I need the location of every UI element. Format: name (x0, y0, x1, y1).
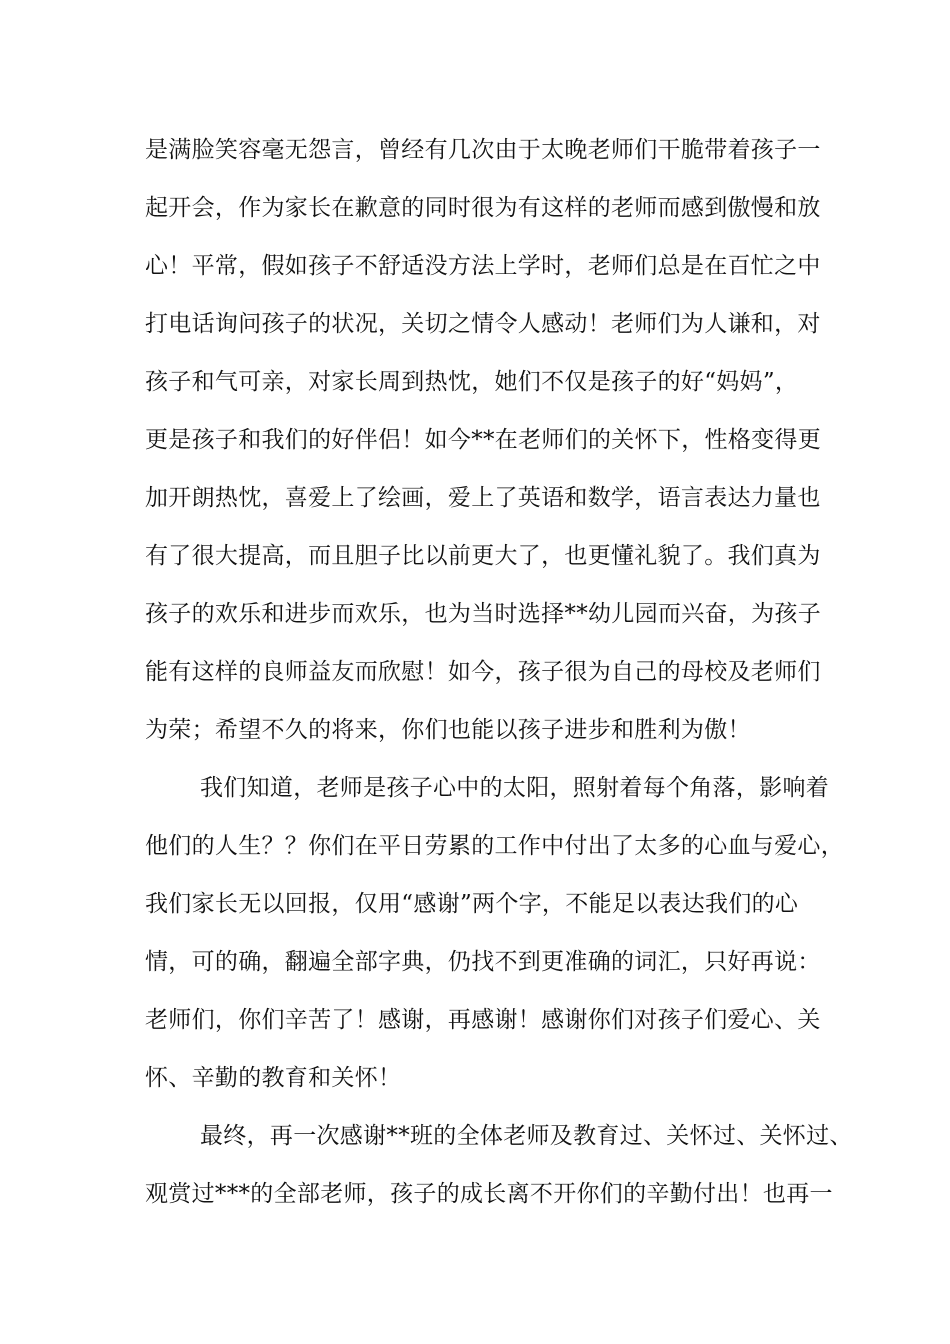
text-line: 他们的人生？？你们在平日劳累的工作中付出了太多的心血与爱心， (145, 833, 844, 859)
text-line: 老师们，你们辛苦了！感谢，再感谢！感谢你们对孩子们爱心、关 (145, 1007, 821, 1033)
text-line: 打电话询问孩子的状况，关切之情令人感动！老师们为人谦和，对 (145, 311, 821, 337)
text-line: 是满脸笑容毫无怨言，曾经有几次由于太晚老师们干脆带着孩子一 (145, 137, 821, 163)
text-line: 怀、辛勤的教育和关怀！ (145, 1065, 402, 1091)
text-line: 我们家长无以回报，仅用“感谢”两个字，不能足以表达我们的心 (145, 891, 799, 917)
text-line: 为荣；希望不久的将来，你们也能以孩子进步和胜利为傲！ (145, 717, 751, 743)
text-line: 加开朗热忱，喜爱上了绘画，爱上了英语和数学，语言表达力量也 (145, 485, 821, 511)
text-line: 孩子和气可亲，对家长周到热忱，她们不仅是孩子的好“妈妈”， (145, 369, 799, 395)
text-line: 观赏过***的全部老师，孩子的成长离不开你们的辛勤付出！也再一 (145, 1181, 833, 1207)
text-line: 有了很大提高，而且胆子比以前更大了，也更懂礼貌了。我们真为 (145, 543, 821, 569)
text-line: 心！平常，假如孩子不舒适没方法上学时，老师们总是在百忙之中 (145, 253, 821, 279)
text-line: 能有这样的良师益友而欣慰！如今，孩子很为自己的母校及老师们 (145, 659, 821, 685)
text-line: 起开会，作为家长在歉意的同时很为有这样的老师而感到傲慢和放 (145, 195, 821, 221)
paragraph-start-line: 我们知道，老师是孩子心中的太阳，照射着每个角落，影响着 (200, 775, 830, 801)
text-line: 情，可的确，翻遍全部字典，仍找不到更准确的词汇，只好再说： (145, 949, 821, 975)
text-line: 孩子的欢乐和进步而欢乐，也为当时选择**幼儿园而兴奋，为孩子 (145, 601, 821, 627)
paragraph-start-line: 最终，再一次感谢**班的全体老师及教育过、关怀过、关怀过、 (200, 1123, 853, 1149)
text-line: 更是孩子和我们的好伴侣！如今**在老师们的关怀下，性格变得更 (145, 427, 821, 453)
